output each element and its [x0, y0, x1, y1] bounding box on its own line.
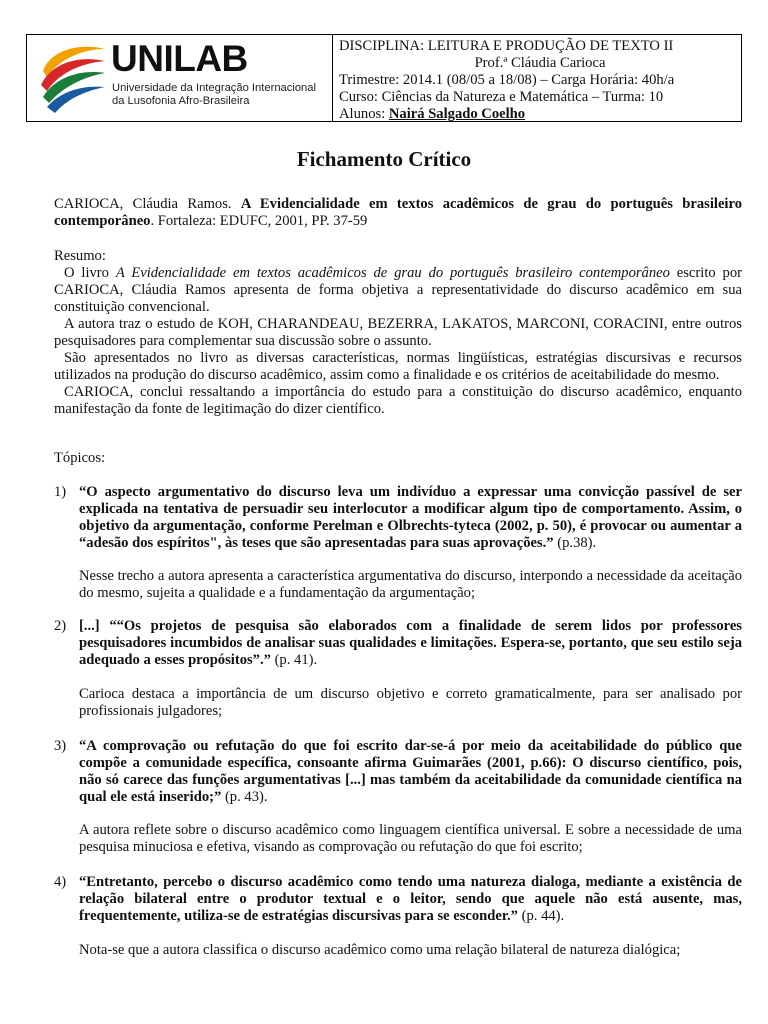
topic-quote-text: “O aspecto argumentativo do discurso leva um indivíduo a expressar uma convicção passível de ser explicada na tentativa de persuadir seu interlocutor a modificar algum tipo de comportamento. Assim, o objetivo da argumentação, conforme Perelman e Olbrechts-tyteca (2002, p. 50), é provocar ou aumentar a “adesão dos espíritos", às teses que são apresentadas para suas aprovações.”	[79, 484, 742, 551]
topic-comment: Carioca destaca a importância de um discurso objetivo e correto gramaticalmente, para ser analisado por profissionais julgadores;	[79, 686, 742, 719]
topic-number: 3)	[54, 738, 67, 754]
topic-page-ref: (p.38).	[553, 535, 597, 551]
topic-quote	[79, 484, 742, 552]
topic-item	[79, 874, 742, 925]
topic-comment: Nesse trecho a autora apresenta a característica argumentativa do discurso, interpondo a necessidade da aceitação do mesmo, sujeita a qualidade e a fundamentação da argumentação;	[79, 568, 742, 601]
topic-quote-text: [...] ““Os projetos de pesquisa são elaborados com a finalidade de serem lidos por professores pesquisadores incumbidos de analisar suas qualidades e limitações. Espera-se, portanto, que seu estilo seja adequado a esses propósitos”.”	[79, 618, 742, 668]
logo-cell	[27, 35, 333, 121]
topicos-heading: Tópicos:	[54, 450, 106, 466]
trimestre: Trimestre: 2014.1 (08/05 a 18/08) – Carga Horária: 40h/a	[339, 72, 675, 88]
topic-quote-text: “Entretanto, percebo o discurso acadêmico como tendo uma natureza dialoga, mediante a existência de relação bilateral entre o produtor textual e o leitor, sendo que aquele não está ausente, mas, frequentemente, utiliza-se de estratégias discursivas para se esconder.”	[79, 874, 742, 924]
reference-imprint: . Fortaleza: EDUFC, 2001, PP. 37-59	[150, 213, 368, 229]
page-title: Fichamento Crítico	[296, 147, 472, 171]
topic-comment: A autora reflete sobre o discurso acadêmico como linguagem científica universal. E sobre a necessidade de uma pesquisa minuciosa e efetiva, visando as comprovação ou refutação do que foi escrito;	[79, 822, 742, 855]
resumo-paragraph-4: CARIOCA, conclui ressaltando a importância do estudo para a constituição do discurso acadêmico, enquanto manifestação da fonte de legitimação do dizer científico.	[54, 384, 742, 417]
alunos	[339, 106, 741, 123]
topic-number: 1)	[54, 484, 67, 500]
topic-quote-text: “A comprovação ou refutação do que foi escrito dar-se-á por meio da aceitabilidade do público que compõe a comunidade específica, consoante afirma Guimarães (2001, p.66): O discurso científico, pois, não só carece das funções argumentativas [...] mas também da aceitabilidade da comunidade científica na qual ele está inserido;”	[79, 738, 742, 805]
resumo-section	[54, 248, 742, 418]
reference-title: A Evidencialidade em textos acadêmicos de grau do português brasileiro contemporâneo	[54, 196, 742, 229]
logo-name: UNILAB	[111, 38, 248, 79]
curso: Curso: Ciências da Natureza e Matemática – Turma: 10	[339, 89, 664, 105]
resumo-heading: Resumo:	[54, 248, 106, 264]
topic-quote	[79, 874, 742, 925]
logo-subtitle-line2: da Lusofonia Afro-Brasileira	[112, 94, 250, 107]
topic-number: 4)	[54, 874, 67, 890]
topic-number: 2)	[54, 618, 67, 634]
disciplina: DISCIPLINA: LEITURA E PRODUÇÃO DE TEXTO II	[339, 38, 674, 54]
topic-quote	[79, 738, 742, 806]
topic-item	[79, 738, 742, 806]
resumo-p1-book-title: A Evidencialidade em textos acadêmicos de grau do português brasileiro contemporâneo	[115, 265, 670, 281]
resumo-paragraph-2: A autora traz o estudo de KOH, CHARANDEAU, BEZERRA, LAKATOS, MARCONI, CORACINI, entre outros pesquisadores para complementar sua discussão sobre o assunto.	[54, 316, 742, 349]
bibliographic-reference	[54, 196, 742, 230]
alunos-label: Alunos:	[339, 106, 389, 122]
topic-page-ref: (p. 43).	[221, 789, 268, 805]
professora: Prof.ª Cláudia Carioca	[474, 55, 606, 71]
topic-item	[79, 484, 742, 552]
course-info	[333, 35, 741, 121]
resumo-p1-start: O livro	[64, 265, 116, 281]
reference-author: CARIOCA, Cláudia Ramos.	[54, 196, 241, 212]
topic-quote	[79, 618, 742, 669]
alunos-name: Nairá Salgado Coelho	[388, 106, 526, 122]
resumo-paragraph-1	[54, 265, 742, 316]
topic-page-ref: (p. 41).	[270, 652, 318, 668]
resumo-p1-end: escrito por CARIOCA, Cláudia Ramos apresenta de forma objetiva a representatividade do discurso acadêmico em sua constituição convencional.	[54, 265, 742, 315]
topic-item	[79, 618, 742, 669]
unilab-logo-mark-icon	[37, 41, 109, 121]
resumo-paragraph-3: São apresentados no livro as diversas características, normas lingüísticas, estratégias discursivas e recursos utilizados na produção do discurso acadêmico, assim como a finalidade e os critérios de aceitabilidade do mesmo.	[54, 350, 742, 383]
logo-subtitle	[112, 82, 316, 107]
topic-page-ref: (p. 44).	[517, 908, 565, 924]
document-header	[26, 34, 742, 122]
logo-subtitle-line1: Universidade da Integração Internacional	[112, 82, 316, 94]
topic-comment: Nota-se que a autora classifica o discurso acadêmico como uma relação bilateral de natureza dialógica;	[79, 942, 681, 958]
